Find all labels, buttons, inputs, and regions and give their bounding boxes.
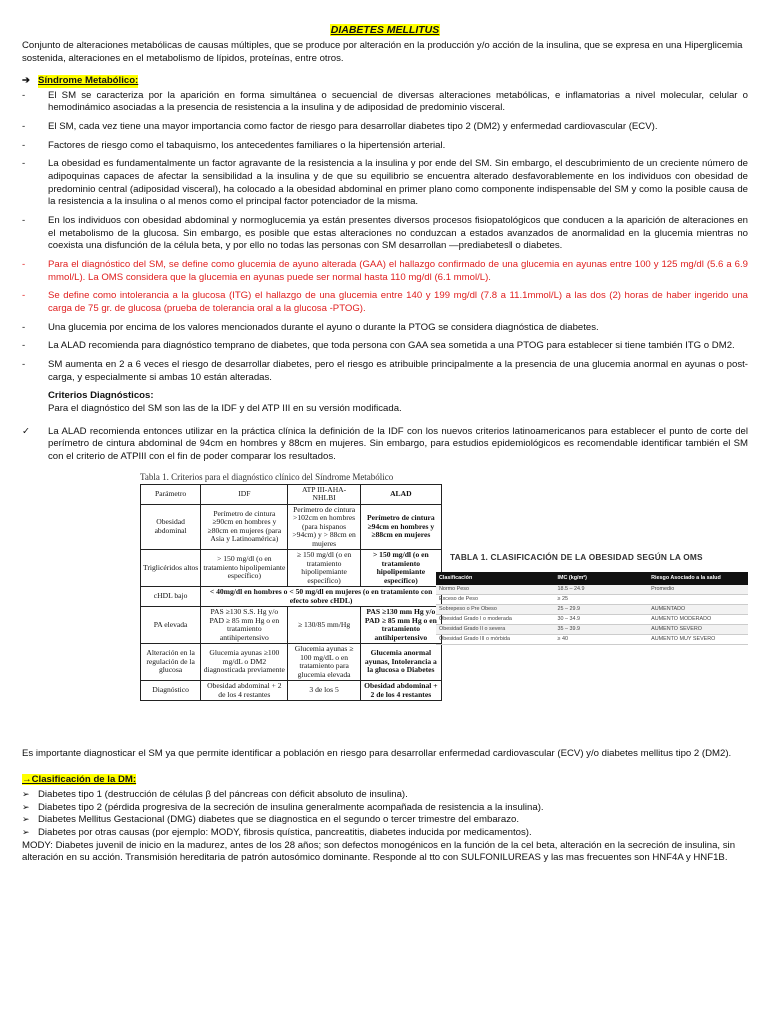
document-page <box>22 24 748 865</box>
checkmark-icon: ✓ <box>22 425 31 437</box>
table1-cell: Glucemia ayunas ≥ 100 mg/dL o en tratamiento para glucemia elevada <box>288 644 360 681</box>
table2-cell: 25 – 29.9 <box>555 604 649 614</box>
criterios-text: Para el diagnóstico del SM son las de la IDF y del ATP III en su versión modificada. <box>48 402 402 414</box>
table-row <box>141 681 442 701</box>
table2-cell: Promedio <box>648 585 748 595</box>
table2-cell: Obesidad Grado III o mórbida <box>436 635 555 645</box>
table2-cell <box>648 594 748 604</box>
sm-bullet-item: - El SM se caracteriza por la aparición en forma simultánea o secuencial de diversas alteraciones metabólicas, e inflamatorias a nivel molecular, celular o hemodinámico asociadas a la presencia de resistencia a la insulina y de adiposidad de predominio visceral. <box>22 90 748 115</box>
table2-cell: Normo Peso <box>436 585 555 595</box>
list-item: ➢ Diabetes por otras causas (por ejemplo: MODY, fibrosis quística, pancreatitis, diabetes inducida por medicamentos). <box>22 827 748 840</box>
table1-cell: Perímetro de cintura ≥94cm en hombres y ≥88cm en mujeres <box>360 504 441 550</box>
table2-header-cell: Riesgo Asociado a la salud <box>648 572 748 585</box>
table1-cell: Obesidad abdominal <box>141 504 201 550</box>
table2-cell: 30 – 34.9 <box>555 615 649 625</box>
table-row <box>436 635 748 645</box>
table-row <box>436 625 748 635</box>
table1-cell: Obesidad abdominal + 2 de los 4 restantes <box>201 681 288 701</box>
table2-cell: AUMENTO MODERADO <box>648 615 748 625</box>
table1-cell: ≥ 150 mg/dl (o en tratamiento hipolipemiante específico) <box>288 550 360 587</box>
obesity-classification-table <box>436 572 748 646</box>
table2-cell: AUMENTADO <box>648 604 748 614</box>
sm-bullet-item: - Una glucemia por encima de los valores mencionados durante el ayuno o durante la PTOG se considera diagnóstica de diabetes. <box>22 322 748 335</box>
table1-header-cell: ALAD <box>360 484 441 504</box>
table1-cell: Glucemia anormal ayunas, Intolerancia a la glucosa o Diabetes <box>360 644 441 681</box>
arrow-right-icon: ➔ <box>22 75 31 87</box>
table1-cell: < 40mg/dl en hombres o < 50 mg/dl en mujeres (o en tratamiento con efecto sobre cHDL) <box>201 587 442 607</box>
sm-criteria-table <box>140 484 442 702</box>
table1-cell: Triglicéridos altos <box>141 550 201 587</box>
table2-cell: Obesidad Grado II o severa <box>436 625 555 635</box>
table2-cell: AUMENTO MUY SEVERO <box>648 635 748 645</box>
page-title: DIABETES MELLITUS <box>330 24 440 36</box>
table1-cell: Perímetro de cintura >102cm en hombres (para hispanos >94cm) y > 88cm en mujeres <box>288 504 360 550</box>
sm-bullet-item: - En los individuos con obesidad abdominal y normoglucemia ya están presentes diversos procesos fisiopatológicos que conducen a la aparición de alteraciones en el metabolismo de la glucosa. Sin embargo, es posible que estas alteraciones no conduzcan a estados avanzados de anormalidad en la glucemia mientras no coexista una disfunción de la célula beta, y por ello no todas las personas con SM desarrollan —prediabetes‖ o diabetes. <box>22 215 748 253</box>
list-item: ➢ Diabetes Mellitus Gestacional (DMG) diabetes que se diagnostica en el segundo o tercer trimestre del embarazo. <box>22 814 748 827</box>
table2-cell: ≥ 40 <box>555 635 649 645</box>
table1-cell: PA elevada <box>141 607 201 644</box>
table2-header-cell: Clasificación <box>436 572 555 585</box>
table1-cell: Diagnóstico <box>141 681 201 701</box>
table2-cell: AUMENTO SEVERO <box>648 625 748 635</box>
sm-bullet-item: - SM aumenta en 2 a 6 veces el riesgo de desarrollar diabetes, pero el riesgo es atribuible principalmente a la presencia de una glucemia anormal en ayunas o post-carga, y especialmente si ambas 10 están alteradas. <box>22 359 748 384</box>
table-row <box>436 604 748 614</box>
sm-bullet-item: - Se define como intolerancia a la glucosa (ITG) el hallazgo de una glucemia entre 140 y 199 mg/dl (7.8 a 11.1mmol/L) a las dos (2) horas de haber ingerido una carga de 75 gr. de glucosa (prueba de tolerancia oral a la glucosa -PTOG). <box>22 290 748 315</box>
sm-section-heading <box>22 75 748 88</box>
sm-bullet-list <box>22 90 748 384</box>
list-item: ➢ Diabetes tipo 2 (pérdida progresiva de la secreción de insulina generalmente acompañada de resistencia a la insulina). <box>22 802 748 815</box>
sm-heading: Síndrome Metabólico: <box>38 75 139 87</box>
table1-cell: PAS ≥130 mm Hg y/o PAD ≥ 85 mm Hg o en tratamiento antihipertensivo <box>360 607 441 644</box>
table-row <box>141 644 442 681</box>
table1-cell: 3 de los 5 <box>288 681 360 701</box>
table-row <box>436 585 748 595</box>
table1-cell: Perímetro de cintura ≥90cm en hombres y ≥80cm en mujeres (para Asia y Latinoamérica) <box>201 504 288 550</box>
closing-paragraph: Es importante diagnosticar el SM ya que permite identificar a población en riesgo para desarrollar enfermedad cardiovascular (ECV) y/o diabetes mellitus tipo 2 (DM2). <box>22 747 732 759</box>
alad-recommendation <box>22 426 748 464</box>
table-row <box>436 594 748 604</box>
table-row <box>141 587 442 607</box>
criterios-heading: Criterios Diagnósticos: <box>48 390 154 402</box>
intro-paragraph: Conjunto de alteraciones metabólicas de causas múltiples, que se produce por alteración en la producción y/o acción de la insulina, que se expresa en una Hiperglicemia sostenida, alteraciones en el metabolismo de lípidos, proteínas, entre otros. <box>22 39 743 64</box>
list-item: ➢ Diabetes tipo 1 (destrucción de células β del páncreas con déficit absoluto de insulina). <box>22 789 748 802</box>
table2-header-cell: IMC (kg/m²) <box>555 572 649 585</box>
sm-bullet-item: - Para el diagnóstico del SM, se define como glucemia de ayuno alterada (GAA) el hallazgo confirmado de una glucemia en ayunas entre 100 y 125 mg/dl (5.6 a 6.9 mmol/L). La OMS considera que la glucemia en ayunas puede ser normal hasta 110 mg/dl (6.1 mmol/L). <box>22 259 748 284</box>
table2-cell: Obesidad Grado I o moderada <box>436 615 555 625</box>
table1-cell: Alteración en la regulación de la glucosa <box>141 644 201 681</box>
table1-cell: cHDL bajo <box>141 587 201 607</box>
table1-header-cell: Parámetro <box>141 484 201 504</box>
table2-cell: 35 – 39.9 <box>555 625 649 635</box>
table-row <box>141 607 442 644</box>
table1-cell: ≥ 130/85 mm/Hg <box>288 607 360 644</box>
table1-cell: > 150 mg/dl (o en tratamiento hipolipemiante específico) <box>360 550 441 587</box>
sm-bullet-item: - Factores de riesgo como el tabaquismo, los antecedentes familiares o la hipertensión arterial. <box>22 140 748 153</box>
table1-cell: Glucemia ayunas ≥100 mg/dL o DM2 diagnosticada previamente <box>201 644 288 681</box>
table2-cell: Sobrepeso o Pre Obeso <box>436 604 555 614</box>
table2-cell: ≥ 25 <box>555 594 649 604</box>
table1-cell: PAS ≥130 S.S. Hg y/o PAD ≥ 85 mm Hg o en tratamiento antihipertensivo <box>201 607 288 644</box>
alad-recommendation-text: La ALAD recomienda entonces utilizar en la práctica clínica la definición de la IDF con los nuevos criterios latinoamericanos para establecer el punto de corte del perímetro de cintura abdominal de 94cm en hombres y 88cm en mujeres. Sin embargo, para estudios epidemiológicos es recomendable identificar también el SM con el criterio de ATPIII con el fin de poder comparar los resultados. <box>48 425 748 462</box>
table2-cell: 18.5 – 24.9 <box>555 585 649 595</box>
table-row <box>141 550 442 587</box>
dm-classification-heading: →Clasificación de la DM: <box>22 774 137 786</box>
table1-header-cell: IDF <box>201 484 288 504</box>
sm-bullet-item: - La obesidad es fundamentalmente un factor agravante de la resistencia a la insulina y por ende del SM. Sin embargo, el descubrimiento de un creciente número de adipoquinas capaces de afectar la sensibilidad a la insulina y de que su equilibrio se encuentra alterado desfavorablemente en los individuos con obesidad de predominio central (adiposidad visceral), ha colocado a la obesidad abdominal en primer plano como componente indispensable del SM y como la posible causa de la resistencia a la insulina o al menos como el principal factor potenciador de la misma. <box>22 158 748 209</box>
table1-caption: Tabla 1. Criterios para el diagnóstico clínico del Síndrome Metabólico <box>140 471 394 482</box>
tables-area <box>22 472 748 748</box>
sm-bullet-item: - La ALAD recomienda para diagnóstico temprano de diabetes, que toda persona con GAA sea sometida a una PTOG para establecer si tiene también ITG o DM2. <box>22 340 748 353</box>
mody-paragraph: MODY: Diabetes juvenil de inicio en la madurez, antes de los 28 años; son defectos monogénicos en la función de la cel beta, alteración en la secreción de insulina, sin alteración en su acción. Transmisión hereditaria de patrón autosómico dominante. Responde al tto con SULFONILUREAS y las mas frecuentes son HNF4A y HNF1B. <box>22 839 736 864</box>
dm-classification-list <box>22 789 748 840</box>
table-row <box>141 504 442 550</box>
table-row <box>436 615 748 625</box>
table1-cell: > 150 mg/dl (o en tratamiento hipolipemiante específico) <box>201 550 288 587</box>
sm-bullet-item: - El SM, cada vez tiene una mayor importancia como factor de riesgo para desarrollar diabetes tipo 2 (DM2) y enfermedad cardiovascular (ECV). <box>22 121 748 134</box>
table1-cell: Obesidad abdominal + 2 de los 4 restantes <box>360 681 441 701</box>
table2-cell: Exceso de Peso <box>436 594 555 604</box>
table2-caption: TABLA 1. CLASIFICACIÓN DE LA OBESIDAD SEGÚN LA OMS <box>450 551 703 562</box>
table1-header-cell: ATP III-AHA-NHLBI <box>288 484 360 504</box>
